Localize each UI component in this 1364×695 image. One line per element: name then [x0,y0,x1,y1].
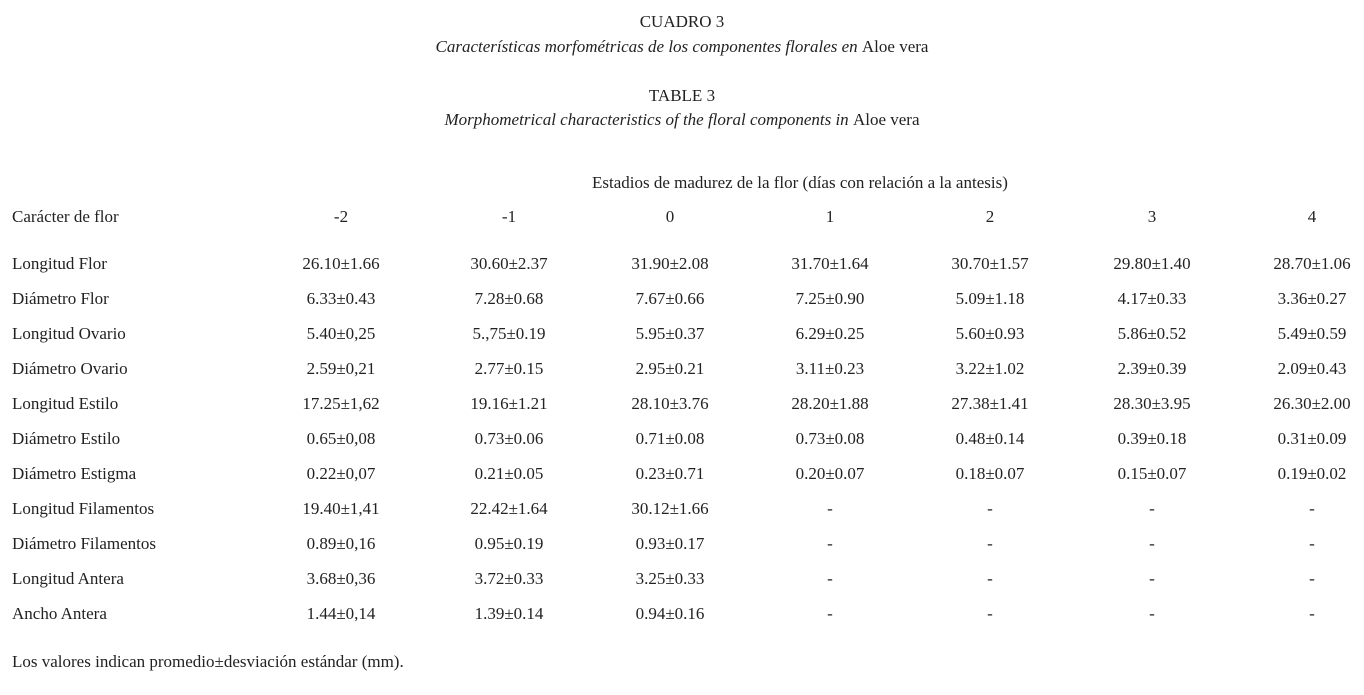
table-cell: 5.40±0,25 [306,324,376,343]
column-header: 3 [1147,207,1157,226]
table-cell: 30.60±2.37 [470,254,548,273]
table-cell: 0.95±0.19 [474,534,544,553]
column-header-row [0,207,1364,229]
column-header: 2 [985,207,995,226]
column-header: 1 [825,207,835,226]
table-cell: 5.09±1.18 [955,289,1025,308]
table-cell: - [827,534,833,553]
table-row [0,499,1364,521]
table-cell: - [1309,604,1315,623]
table-cell: 28.10±3.76 [631,394,709,413]
table-cell: 1.39±0.14 [474,604,544,623]
table-row [0,604,1364,626]
table-cell: 28.30±3.95 [1113,394,1191,413]
table-label: TABLE 3 [648,86,716,105]
table-cell: 6.33±0.43 [306,289,376,308]
table-cell: 5.86±0.52 [1117,324,1187,343]
table-cell: 0.22±0,07 [306,464,376,483]
row-label: Longitud Ovario [12,324,126,343]
table-cell: 3.11±0.23 [795,359,865,378]
table-row [0,569,1364,591]
row-label: Longitud Antera [12,569,124,588]
table-cell: 5.95±0.37 [635,324,705,343]
table-cell: - [827,569,833,588]
table-cell: 26.30±2.00 [1273,394,1351,413]
table-cell: 0.73±0.08 [795,429,865,448]
table-cell: 28.70±1.06 [1273,254,1351,273]
table-cell: - [987,569,993,588]
table-cell: 0.93±0.17 [635,534,705,553]
table-cell: 0.31±0.09 [1277,429,1347,448]
table-cell: - [1309,569,1315,588]
table-cell: 31.90±2.08 [631,254,709,273]
table-cell: 0.18±0.07 [955,464,1025,483]
table-cell: 31.70±1.64 [791,254,869,273]
table-cell: 17.25±1,62 [302,394,380,413]
table-cell: 0.48±0.14 [955,429,1025,448]
table-cell: 19.40±1,41 [302,499,380,518]
table-cell: 2.09±0.43 [1277,359,1347,378]
table-cell: 3.25±0.33 [635,569,705,588]
table-cell: 0.20±0.07 [795,464,865,483]
table-row [0,429,1364,451]
table-cell: 0.89±0,16 [306,534,376,553]
row-label: Diámetro Estigma [12,464,137,483]
table-cell: 0.73±0.06 [474,429,544,448]
column-header: -1 [501,207,517,226]
table-caption [0,110,1364,130]
table-cell: 0.71±0.08 [635,429,705,448]
table-row [0,324,1364,346]
row-label: Longitud Filamentos [12,499,155,518]
table-cell: 7.25±0.90 [795,289,865,308]
table-cell: 0.15±0.07 [1117,464,1187,483]
table-cell: 5.,75±0.19 [472,324,546,343]
table-cell: - [1309,534,1315,553]
table-cell: 0.65±0,08 [306,429,376,448]
table-cell: 7.28±0.68 [474,289,544,308]
table-cell: 0.19±0.02 [1277,464,1347,483]
cuadro-caption-species: Aloe vera [861,37,929,56]
table-row [0,464,1364,486]
table-cell: - [827,604,833,623]
table-row [0,254,1364,276]
row-label: Diámetro Flor [12,289,109,308]
table-cell: 3.22±1.02 [955,359,1025,378]
row-label: Longitud Estilo [12,394,119,413]
table-cell: 28.20±1.88 [791,394,869,413]
table-cell: 27.38±1.41 [951,394,1029,413]
cuadro-caption [0,37,1364,57]
table-row [0,394,1364,416]
table-caption-species: Aloe vera [852,110,920,129]
table-cell: 2.95±0.21 [635,359,705,378]
row-header: Carácter de flor [12,207,119,226]
table-cell: 2.77±0.15 [474,359,544,378]
table-cell: 0.21±0.05 [474,464,544,483]
row-label: Longitud Flor [12,254,107,273]
table-row [0,289,1364,311]
column-header: -2 [333,207,349,226]
table-cell: 6.29±0.25 [795,324,865,343]
table-cell: 22.42±1.64 [470,499,548,518]
table-cell: 3.68±0,36 [306,569,376,588]
cuadro-label: CUADRO 3 [639,12,725,31]
table-cell: 3.72±0.33 [474,569,544,588]
row-label: Diámetro Filamentos [12,534,157,553]
table-cell: - [1309,499,1315,518]
column-header: 0 [665,207,675,226]
table-cell: 5.49±0.59 [1277,324,1347,343]
table-cell: 0.94±0.16 [635,604,705,623]
table-cell: 26.10±1.66 [302,254,380,273]
table-cell: 29.80±1.40 [1113,254,1191,273]
table-cell: - [987,534,993,553]
table-cell: - [1149,534,1155,553]
table-cell: - [987,499,993,518]
table-caption-text: Morphometrical characteristics of the floral components in [444,110,853,129]
table-cell: 0.23±0.71 [635,464,705,483]
row-label: Diámetro Ovario [12,359,128,378]
column-header: 4 [1307,207,1317,226]
footnote: Los valores indican promedio±desviación estándar (mm). [12,652,404,671]
table-cell: 3.36±0.27 [1277,289,1347,308]
table-row [0,359,1364,381]
row-label: Ancho Antera [12,604,107,623]
table-cell: 30.12±1.66 [631,499,709,518]
table-cell: 2.59±0,21 [306,359,376,378]
table-cell: - [1149,499,1155,518]
table-cell: 2.39±0.39 [1117,359,1187,378]
table-row [0,534,1364,556]
table-cell: - [987,604,993,623]
table-cell: 4.17±0.33 [1117,289,1187,308]
table-cell: 5.60±0.93 [955,324,1025,343]
cuadro-caption-text: Características morfométricas de los componentes florales en [435,37,862,56]
table-cell: - [1149,604,1155,623]
stages-header: Estadios de madurez de la flor (días con relación a la antesis) [592,173,1008,192]
table-cell: - [1149,569,1155,588]
table-cell: 7.67±0.66 [635,289,705,308]
table-cell: 30.70±1.57 [951,254,1029,273]
table-cell: 1.44±0,14 [306,604,376,623]
row-label: Diámetro Estilo [12,429,121,448]
table-cell: 19.16±1.21 [470,394,548,413]
table-cell: - [827,499,833,518]
table-cell: 0.39±0.18 [1117,429,1187,448]
